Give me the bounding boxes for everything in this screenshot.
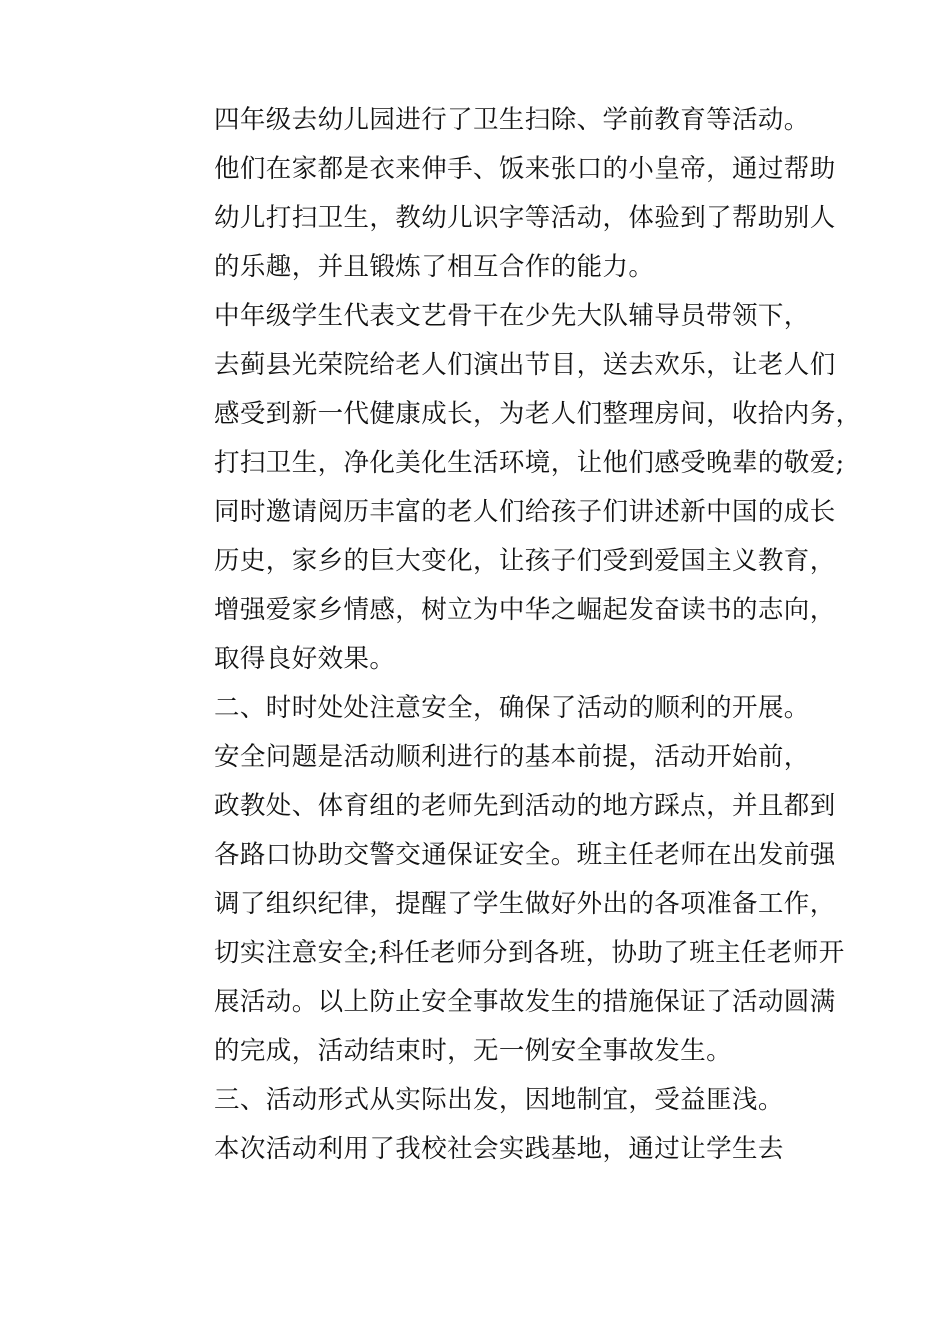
text-line: 他们在家都是衣来伸手、饭来张口的小皇帝，通过帮助 — [214, 154, 836, 184]
text-line: 四年级去幼儿园进行了卫生扫除、学前教育等活动。 — [214, 105, 810, 135]
paragraph-practice-base — [163, 1125, 803, 1174]
paragraph-nursing-home-visit — [163, 292, 862, 684]
text-line: 展活动。以上防止安全事故发生的措施保证了活动圆满 — [214, 987, 836, 1017]
text-line: 二、时时处处注意安全，确保了活动的顺利的开展。 — [214, 693, 810, 723]
text-line: 增强爱家乡情感，树立为中华之崛起发奋读书的志向， — [214, 595, 836, 625]
section-heading-safety — [163, 684, 810, 733]
text-line: 安全问题是活动顺利进行的基本前提，活动开始前， — [214, 742, 810, 772]
text-line: 幼儿打扫卫生，教幼儿识字等活动，体验到了帮助别人 — [214, 203, 836, 233]
text-line: 历史，家乡的巨大变化，让孩子们受到爱国主义教育， — [214, 546, 836, 576]
text-line: 打扫卫生，净化美化生活环境，让他们感受晚辈的敬爱; — [214, 448, 845, 478]
text-line: 调了组织纪律，提醒了学生做好外出的各项准备工作， — [214, 889, 836, 919]
text-line: 同时邀请阅历丰富的老人们给孩子们讲述新中国的成长 — [214, 497, 836, 527]
text-line: 的完成，活动结束时，无一例安全事故发生。 — [214, 1036, 733, 1066]
text-line: 感受到新一代健康成长，为老人们整理房间，收拾内务， — [214, 399, 862, 429]
paragraph-safety-measures — [163, 733, 845, 1076]
document-body — [163, 96, 862, 1174]
paragraph-kindergarten-activity — [163, 96, 836, 292]
text-line: 各路口协助交警交通保证安全。班主任老师在出发前强 — [214, 840, 836, 870]
section-heading-activity-form — [163, 1076, 803, 1125]
text-line: 政教处、体育组的老师先到活动的地方踩点，并且都到 — [214, 791, 836, 821]
text-line: 中年级学生代表文艺骨干在少先大队辅导员带领下， — [214, 301, 810, 331]
text-line: 三、活动形式从实际出发，因地制宜，受益匪浅。 — [214, 1085, 784, 1115]
text-line: 去蓟县光荣院给老人们演出节目，送去欢乐，让老人们 — [214, 350, 836, 380]
text-line: 取得良好效果。 — [214, 644, 396, 674]
text-line: 本次活动利用了我校社会实践基地，通过让学生去 — [214, 1134, 784, 1164]
text-line: 切实注意安全;科任老师分到各班，协助了班主任老师开 — [214, 938, 845, 968]
text-line: 的乐趣，并且锻炼了相互合作的能力。 — [214, 252, 655, 282]
